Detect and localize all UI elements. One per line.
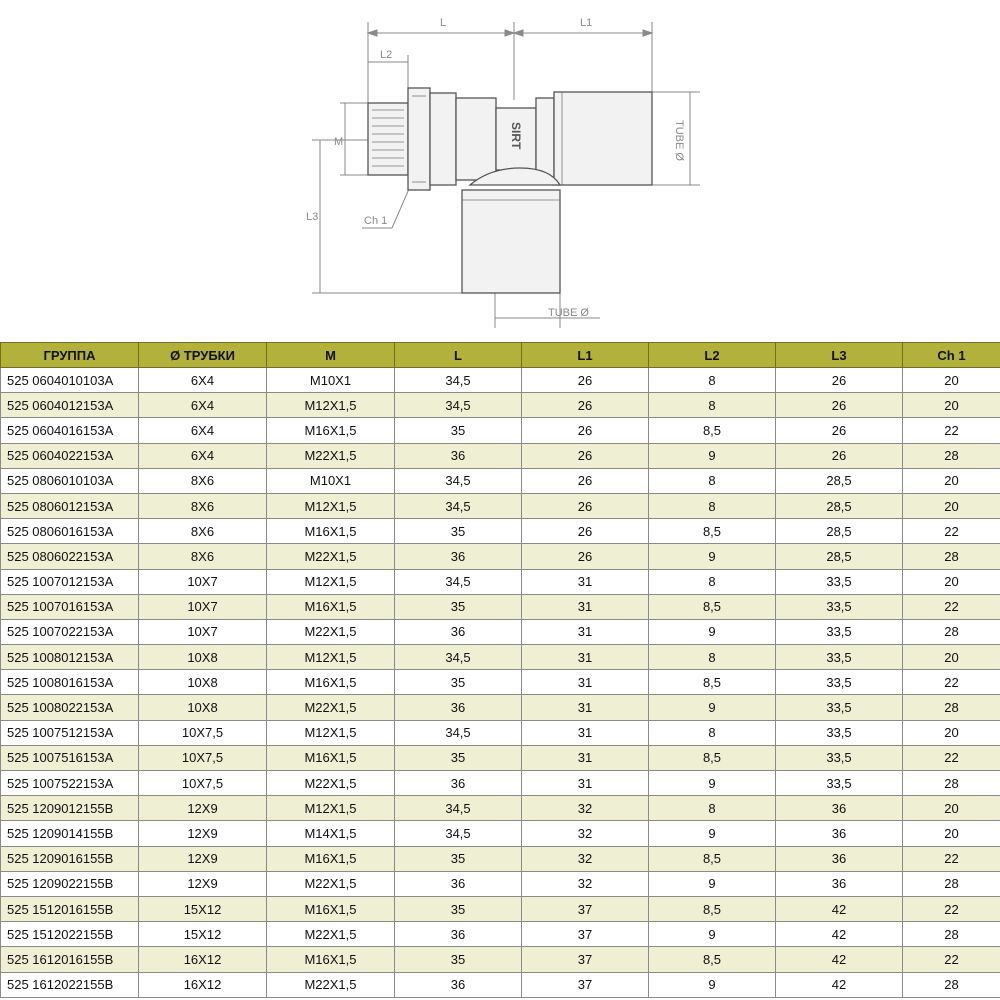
table-cell: 28 [903, 972, 1000, 997]
table-cell: 28 [903, 544, 1000, 569]
table-cell: 525 1209014155B [1, 821, 139, 846]
table-cell: 35 [395, 519, 522, 544]
table-row [1, 368, 1000, 393]
table-cell: 31 [522, 619, 649, 644]
table-cell: 42 [776, 947, 903, 972]
table-cell: M10X1 [267, 468, 395, 493]
table-cell: 10X7,5 [139, 720, 267, 745]
table-row [1, 796, 1000, 821]
table-cell: 31 [522, 745, 649, 770]
table-cell: 36 [395, 922, 522, 947]
table-cell: M22X1,5 [267, 972, 395, 997]
table-cell: M22X1,5 [267, 619, 395, 644]
table-cell: M12X1,5 [267, 393, 395, 418]
table-cell: 37 [522, 922, 649, 947]
table-cell: 525 1209016155B [1, 846, 139, 871]
label-tube-right: TUBE Ø [673, 120, 685, 161]
table-cell: 12X9 [139, 821, 267, 846]
table-cell: 26 [522, 368, 649, 393]
table-cell: M16X1,5 [267, 670, 395, 695]
table-cell: 20 [903, 569, 1000, 594]
table-cell: 10X7 [139, 569, 267, 594]
table-cell: 525 0806022153A [1, 544, 139, 569]
table-cell: 6X4 [139, 443, 267, 468]
table-cell: M22X1,5 [267, 443, 395, 468]
table-cell: 9 [649, 695, 776, 720]
table-cell: 9 [649, 443, 776, 468]
table-cell: 26 [776, 393, 903, 418]
table-cell: 20 [903, 796, 1000, 821]
table-cell: 8X6 [139, 519, 267, 544]
table-cell: 8,5 [649, 519, 776, 544]
table-cell: 22 [903, 519, 1000, 544]
table-row [1, 670, 1000, 695]
table-cell: 34,5 [395, 720, 522, 745]
table-cell: 34,5 [395, 645, 522, 670]
table-cell: M16X1,5 [267, 896, 395, 921]
table-cell: M22X1,5 [267, 771, 395, 796]
table-cell: 525 1209022155B [1, 871, 139, 896]
column-header: Ch 1 [903, 343, 1000, 368]
table-row [1, 519, 1000, 544]
table-cell: 10X8 [139, 645, 267, 670]
table-cell: 34,5 [395, 493, 522, 518]
table-cell: M22X1,5 [267, 871, 395, 896]
table-cell: 33,5 [776, 720, 903, 745]
label-L: L [440, 17, 447, 29]
table-cell: 12X9 [139, 846, 267, 871]
table-cell: 35 [395, 846, 522, 871]
column-header: L3 [776, 343, 903, 368]
tee-fitting-drawing [0, 0, 1000, 340]
table-cell: 35 [395, 670, 522, 695]
table-cell: 28,5 [776, 519, 903, 544]
table-cell: 36 [395, 972, 522, 997]
table-cell: 22 [903, 947, 1000, 972]
column-header: L1 [522, 343, 649, 368]
table-cell: 6X4 [139, 393, 267, 418]
table-cell: 36 [776, 846, 903, 871]
table-cell: 36 [395, 695, 522, 720]
table-cell: 525 0604022153A [1, 443, 139, 468]
table-cell: 8,5 [649, 670, 776, 695]
table-cell: 36 [776, 821, 903, 846]
table-cell: 36 [776, 871, 903, 896]
table-row [1, 821, 1000, 846]
table-cell: 525 1512016155B [1, 896, 139, 921]
table-cell: 36 [395, 771, 522, 796]
table-cell: 10X7 [139, 594, 267, 619]
table-cell: 20 [903, 468, 1000, 493]
table-cell: 28 [903, 695, 1000, 720]
table-cell: 37 [522, 972, 649, 997]
table-cell: 33,5 [776, 594, 903, 619]
table-cell: 20 [903, 393, 1000, 418]
table-cell: 8X6 [139, 493, 267, 518]
table-cell: 26 [522, 519, 649, 544]
technical-drawing [0, 0, 1000, 340]
table-cell: M12X1,5 [267, 796, 395, 821]
table-row [1, 468, 1000, 493]
table-cell: 525 1008012153A [1, 645, 139, 670]
table-cell: 525 0604016153A [1, 418, 139, 443]
table-cell: 35 [395, 594, 522, 619]
table-row [1, 922, 1000, 947]
table-cell: 26 [522, 418, 649, 443]
table-cell: 37 [522, 947, 649, 972]
table-cell: 31 [522, 645, 649, 670]
table-cell: 8 [649, 720, 776, 745]
table-cell: 22 [903, 896, 1000, 921]
table-cell: 33,5 [776, 645, 903, 670]
table-cell: 525 1612022155B [1, 972, 139, 997]
table-cell: 525 0604010103A [1, 368, 139, 393]
table-cell: M12X1,5 [267, 493, 395, 518]
table-cell: 20 [903, 645, 1000, 670]
table-cell: 33,5 [776, 569, 903, 594]
table-cell: 6X4 [139, 368, 267, 393]
table-row [1, 544, 1000, 569]
table-cell: 31 [522, 771, 649, 796]
table-cell: 15X12 [139, 922, 267, 947]
table-cell: 525 1007012153A [1, 569, 139, 594]
table-cell: 525 1512022155B [1, 922, 139, 947]
table-cell: 525 0806010103A [1, 468, 139, 493]
table-cell: 36 [776, 796, 903, 821]
table-cell: 8,5 [649, 594, 776, 619]
table-cell: M22X1,5 [267, 544, 395, 569]
table-cell: M10X1 [267, 368, 395, 393]
table-cell: 32 [522, 871, 649, 896]
table-row [1, 594, 1000, 619]
table-row [1, 972, 1000, 997]
table-cell: 26 [522, 443, 649, 468]
table-cell: 9 [649, 871, 776, 896]
table-cell: 42 [776, 922, 903, 947]
brand-mark: SIRT [509, 122, 523, 150]
table-body [1, 368, 1000, 998]
table-row [1, 393, 1000, 418]
table-cell: 26 [776, 368, 903, 393]
table-cell: M12X1,5 [267, 569, 395, 594]
table-cell: 31 [522, 670, 649, 695]
table-cell: 33,5 [776, 771, 903, 796]
table-cell: 22 [903, 745, 1000, 770]
table-cell: 31 [522, 569, 649, 594]
table-cell: M16X1,5 [267, 594, 395, 619]
table-cell: 10X7,5 [139, 771, 267, 796]
table-cell: 15X12 [139, 896, 267, 921]
table-cell: 6X4 [139, 418, 267, 443]
table-cell: 8 [649, 645, 776, 670]
table-row [1, 745, 1000, 770]
table-cell: 26 [776, 418, 903, 443]
table-cell: 10X7,5 [139, 745, 267, 770]
table-cell: 32 [522, 846, 649, 871]
table-cell: 9 [649, 771, 776, 796]
table-cell: 42 [776, 896, 903, 921]
table-cell: 16X12 [139, 972, 267, 997]
header-row [1, 343, 1000, 368]
table-cell: 8 [649, 569, 776, 594]
table-cell: 22 [903, 594, 1000, 619]
table-cell: 26 [522, 493, 649, 518]
table-cell: 9 [649, 619, 776, 644]
table-cell: 34,5 [395, 569, 522, 594]
table-cell: 525 1007516153A [1, 745, 139, 770]
table-cell: 20 [903, 821, 1000, 846]
table-cell: 31 [522, 594, 649, 619]
table-cell: 35 [395, 745, 522, 770]
table-cell: 22 [903, 846, 1000, 871]
table-row [1, 569, 1000, 594]
table-cell: 10X8 [139, 670, 267, 695]
column-header: L [395, 343, 522, 368]
table-cell: 525 0604012153A [1, 393, 139, 418]
table-cell: 26 [522, 544, 649, 569]
label-tube-bottom: TUBE Ø [548, 307, 589, 319]
table-cell: 9 [649, 972, 776, 997]
table-cell: 35 [395, 896, 522, 921]
table-cell: 525 0806016153A [1, 519, 139, 544]
table-row [1, 645, 1000, 670]
table-cell: 8,5 [649, 846, 776, 871]
table-cell: 26 [522, 393, 649, 418]
table-cell: M22X1,5 [267, 922, 395, 947]
table-cell: 36 [395, 871, 522, 896]
table-cell: 8 [649, 368, 776, 393]
table-cell: 22 [903, 418, 1000, 443]
table-row [1, 695, 1000, 720]
table-cell: 20 [903, 368, 1000, 393]
table-cell: 26 [522, 468, 649, 493]
table-cell: 8 [649, 393, 776, 418]
table-cell: 8,5 [649, 418, 776, 443]
table-cell: 34,5 [395, 796, 522, 821]
table-cell: 12X9 [139, 871, 267, 896]
table-cell: M16X1,5 [267, 745, 395, 770]
table-cell: 34,5 [395, 821, 522, 846]
table-header [1, 343, 1000, 368]
table-cell: 525 1008016153A [1, 670, 139, 695]
table-cell: 28 [903, 922, 1000, 947]
table-cell: 32 [522, 796, 649, 821]
column-header: M [267, 343, 395, 368]
table-cell: 28,5 [776, 493, 903, 518]
table-cell: 28 [903, 619, 1000, 644]
table-cell: 9 [649, 544, 776, 569]
table-cell: 10X7 [139, 619, 267, 644]
table-cell: 525 1007016153A [1, 594, 139, 619]
table-row [1, 720, 1000, 745]
label-L3: L3 [306, 211, 319, 223]
label-ch1: Ch 1 [364, 215, 388, 227]
table-cell: 9 [649, 922, 776, 947]
table-cell: 35 [395, 947, 522, 972]
table-cell: 8X6 [139, 544, 267, 569]
table-cell: 42 [776, 972, 903, 997]
table-cell: 36 [395, 544, 522, 569]
table-cell: 31 [522, 720, 649, 745]
table-cell: M16X1,5 [267, 947, 395, 972]
table-row [1, 619, 1000, 644]
table-cell: 26 [776, 443, 903, 468]
table-cell: 16X12 [139, 947, 267, 972]
column-header: L2 [649, 343, 776, 368]
table-row [1, 947, 1000, 972]
table-cell: 36 [395, 443, 522, 468]
table-cell: 28,5 [776, 468, 903, 493]
table-cell: 36 [395, 619, 522, 644]
table-row [1, 846, 1000, 871]
column-header: Ø ТРУБКИ [139, 343, 267, 368]
label-L2: L2 [380, 49, 393, 61]
table-cell: 20 [903, 720, 1000, 745]
label-M: M [334, 136, 344, 148]
table-cell: 525 0806012153A [1, 493, 139, 518]
table-cell: 28 [903, 443, 1000, 468]
table-cell: 37 [522, 896, 649, 921]
table-cell: 8 [649, 468, 776, 493]
label-L1: L1 [580, 17, 593, 29]
table-cell: 525 1007522153A [1, 771, 139, 796]
table-row [1, 418, 1000, 443]
table-cell: 33,5 [776, 745, 903, 770]
table-cell: 10X8 [139, 695, 267, 720]
table-row [1, 771, 1000, 796]
table-cell: M16X1,5 [267, 846, 395, 871]
table-cell: 525 1209012155B [1, 796, 139, 821]
table-cell: 9 [649, 821, 776, 846]
table-cell: 525 1008022153A [1, 695, 139, 720]
table-cell: 33,5 [776, 619, 903, 644]
table-cell: M14X1,5 [267, 821, 395, 846]
table-cell: 525 1007022153A [1, 619, 139, 644]
table-cell: 35 [395, 418, 522, 443]
table-cell: 33,5 [776, 695, 903, 720]
table-cell: M16X1,5 [267, 418, 395, 443]
table-cell: 28,5 [776, 544, 903, 569]
table-cell: M12X1,5 [267, 645, 395, 670]
table-row [1, 896, 1000, 921]
table-cell: 28 [903, 871, 1000, 896]
column-header: ГРУППА [1, 343, 139, 368]
table-cell: 8X6 [139, 468, 267, 493]
table-cell: M22X1,5 [267, 695, 395, 720]
table-cell: 28 [903, 771, 1000, 796]
specs-table [0, 342, 1000, 998]
table-row [1, 443, 1000, 468]
table-row [1, 871, 1000, 896]
table-cell: 22 [903, 670, 1000, 695]
table-cell: M16X1,5 [267, 519, 395, 544]
table-cell: 8,5 [649, 947, 776, 972]
table-cell: 34,5 [395, 368, 522, 393]
table-cell: 33,5 [776, 670, 903, 695]
table-cell: 34,5 [395, 468, 522, 493]
table-cell: 20 [903, 493, 1000, 518]
table-cell: 525 1007512153A [1, 720, 139, 745]
table-cell: M12X1,5 [267, 720, 395, 745]
table-cell: 8 [649, 493, 776, 518]
table-cell: 31 [522, 695, 649, 720]
table-cell: 12X9 [139, 796, 267, 821]
table-row [1, 493, 1000, 518]
table-cell: 8,5 [649, 745, 776, 770]
table-cell: 32 [522, 821, 649, 846]
table-cell: 525 1612016155B [1, 947, 139, 972]
table-cell: 8,5 [649, 896, 776, 921]
table-cell: 8 [649, 796, 776, 821]
table-cell: 34,5 [395, 393, 522, 418]
